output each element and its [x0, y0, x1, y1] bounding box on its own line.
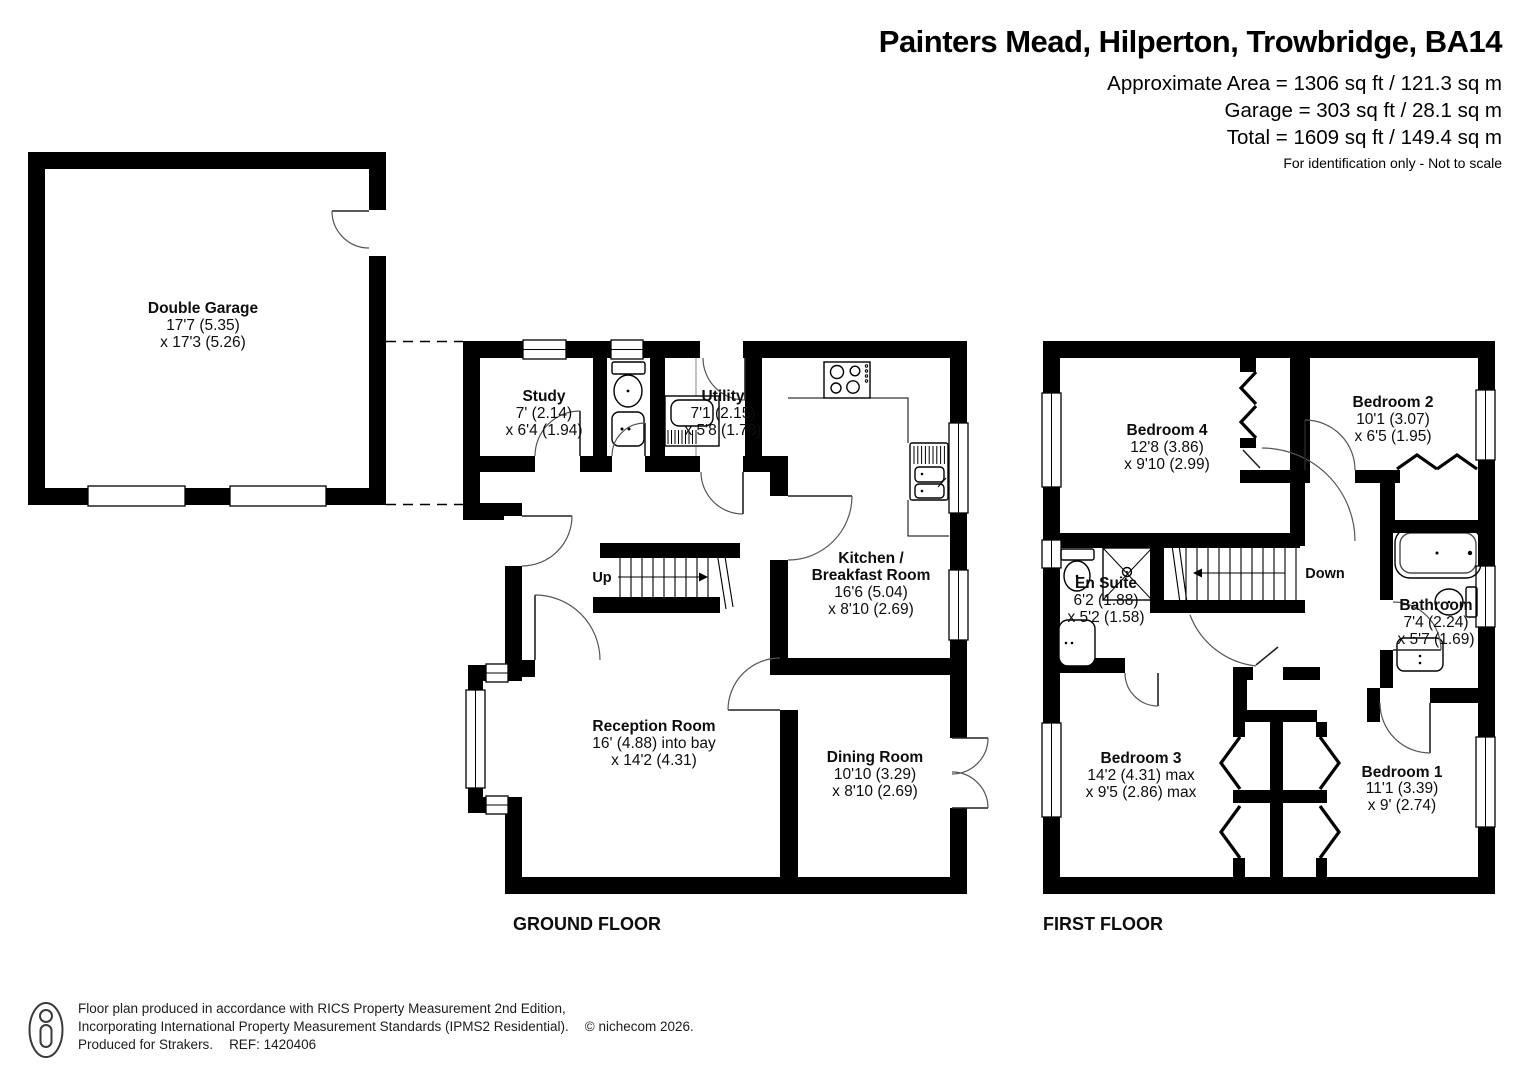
study-dim2: x 6'4 (1.94)	[505, 422, 583, 439]
floor-titles	[513, 914, 1163, 934]
kitchen-dim2: x 8'10 (2.69)	[828, 601, 914, 618]
kitchen-label-line2: Breakfast Room	[811, 567, 931, 584]
bedroom1-label: Bedroom 1	[1361, 764, 1443, 781]
garage-house-connector-dashes	[386, 342, 463, 505]
reception-label: Reception Room	[592, 718, 716, 735]
kitchen-hob-icon	[824, 362, 870, 398]
bedroom2-dim2: x 6'5 (1.95)	[1354, 428, 1432, 445]
garage-area: Garage = 303 sq ft / 28.1 sq m	[1224, 99, 1502, 122]
dining-label: Dining Room	[826, 749, 924, 766]
garage-label: Double Garage	[147, 300, 259, 317]
bathroom-dim1: 7'4 (2.24)	[1403, 614, 1469, 631]
approx-area: Approximate Area = 1306 sq ft / 121.3 sq m	[1107, 72, 1502, 95]
bedroom2-label: Bedroom 2	[1352, 394, 1434, 411]
utility-dim2: x 5'8 (1.73)	[684, 422, 762, 439]
footer-text	[78, 1000, 694, 1054]
ground-floor-title: GROUND FLOOR	[513, 914, 661, 934]
first-floor-title: FIRST FLOOR	[1043, 914, 1163, 934]
utility-label: Utility	[701, 388, 745, 405]
reception-dim1: 16' (4.88) into bay	[592, 735, 716, 752]
bedroom1-dim1: 11'1 (3.39)	[1365, 780, 1439, 797]
study-dim1: 7' (2.14)	[515, 405, 573, 422]
stairs-up-label: Up	[592, 570, 612, 586]
wc-sink-icon	[612, 412, 644, 446]
bedroom4-dim1: 12'8 (3.86)	[1130, 439, 1204, 456]
footer-line1: Floor plan produced in accordance with RICS Property Measurement 2nd Edition,	[78, 1001, 566, 1016]
stairs-down-label: Down	[1305, 566, 1345, 582]
reception-dim2: x 14'2 (4.31)	[611, 752, 697, 769]
kitchen-sink-icon	[910, 443, 948, 500]
garage-dim2: x 17'3 (5.26)	[160, 334, 246, 351]
page-title: Painters Mead, Hilperton, Trowbridge, BA14	[878, 24, 1502, 59]
bedroom4-label: Bedroom 4	[1126, 422, 1208, 439]
bedroom1-dim2: x 9' (2.74)	[1367, 797, 1437, 814]
dining-dim2: x 8'10 (2.69)	[832, 783, 918, 800]
ensuite-label: En Suite	[1074, 575, 1138, 592]
ensuite-dim2: x 5'2 (1.58)	[1067, 609, 1145, 626]
bedroom3-dim1: 14'2 (4.31) max	[1087, 767, 1195, 784]
bathroom-dim2: x 5'7 (1.69)	[1397, 631, 1475, 648]
footer	[26, 1000, 694, 1060]
dining-dim1: 10'10 (3.29)	[833, 766, 917, 783]
bathroom-label: Bathroom	[1399, 597, 1473, 614]
footer-line3: Produced for Strakers. REF: 1420406	[78, 1037, 317, 1052]
garage-doors	[88, 211, 369, 506]
ensuite-dim1: 6'2 (1.88)	[1073, 592, 1139, 609]
ensuite-sink-icon	[1059, 620, 1095, 666]
wc-toilet-icon	[612, 362, 645, 407]
bedroom4-dim2: x 9'10 (2.99)	[1124, 456, 1210, 473]
study-label: Study	[522, 388, 566, 405]
utility-dim1: 7'1 (2.15)	[690, 405, 756, 422]
person-icon	[26, 1000, 66, 1060]
footer-line2: Incorporating International Property Measurement Standards (IPMS2 Residential). © nichecom 2026.	[78, 1019, 694, 1034]
scale-note: For identification only - Not to scale	[1283, 155, 1502, 171]
bedroom2-dim1: 10'1 (3.07)	[1356, 411, 1430, 428]
bedroom3-label: Bedroom 3	[1100, 750, 1182, 767]
bath-icon	[1395, 528, 1481, 578]
copyright: © nichecom 2026.	[584, 1019, 694, 1034]
total-area: Total = 1609 sq ft / 149.4 sq m	[1226, 126, 1502, 149]
kitchen-dim1: 16'6 (5.04)	[834, 584, 908, 601]
reference-number: REF: 1420406	[229, 1037, 317, 1052]
garage-dim1: 17'7 (5.35)	[166, 317, 240, 334]
kitchen-label-line1: Kitchen /	[838, 550, 904, 567]
bedroom3-dim2: x 9'5 (2.86) max	[1085, 784, 1197, 801]
